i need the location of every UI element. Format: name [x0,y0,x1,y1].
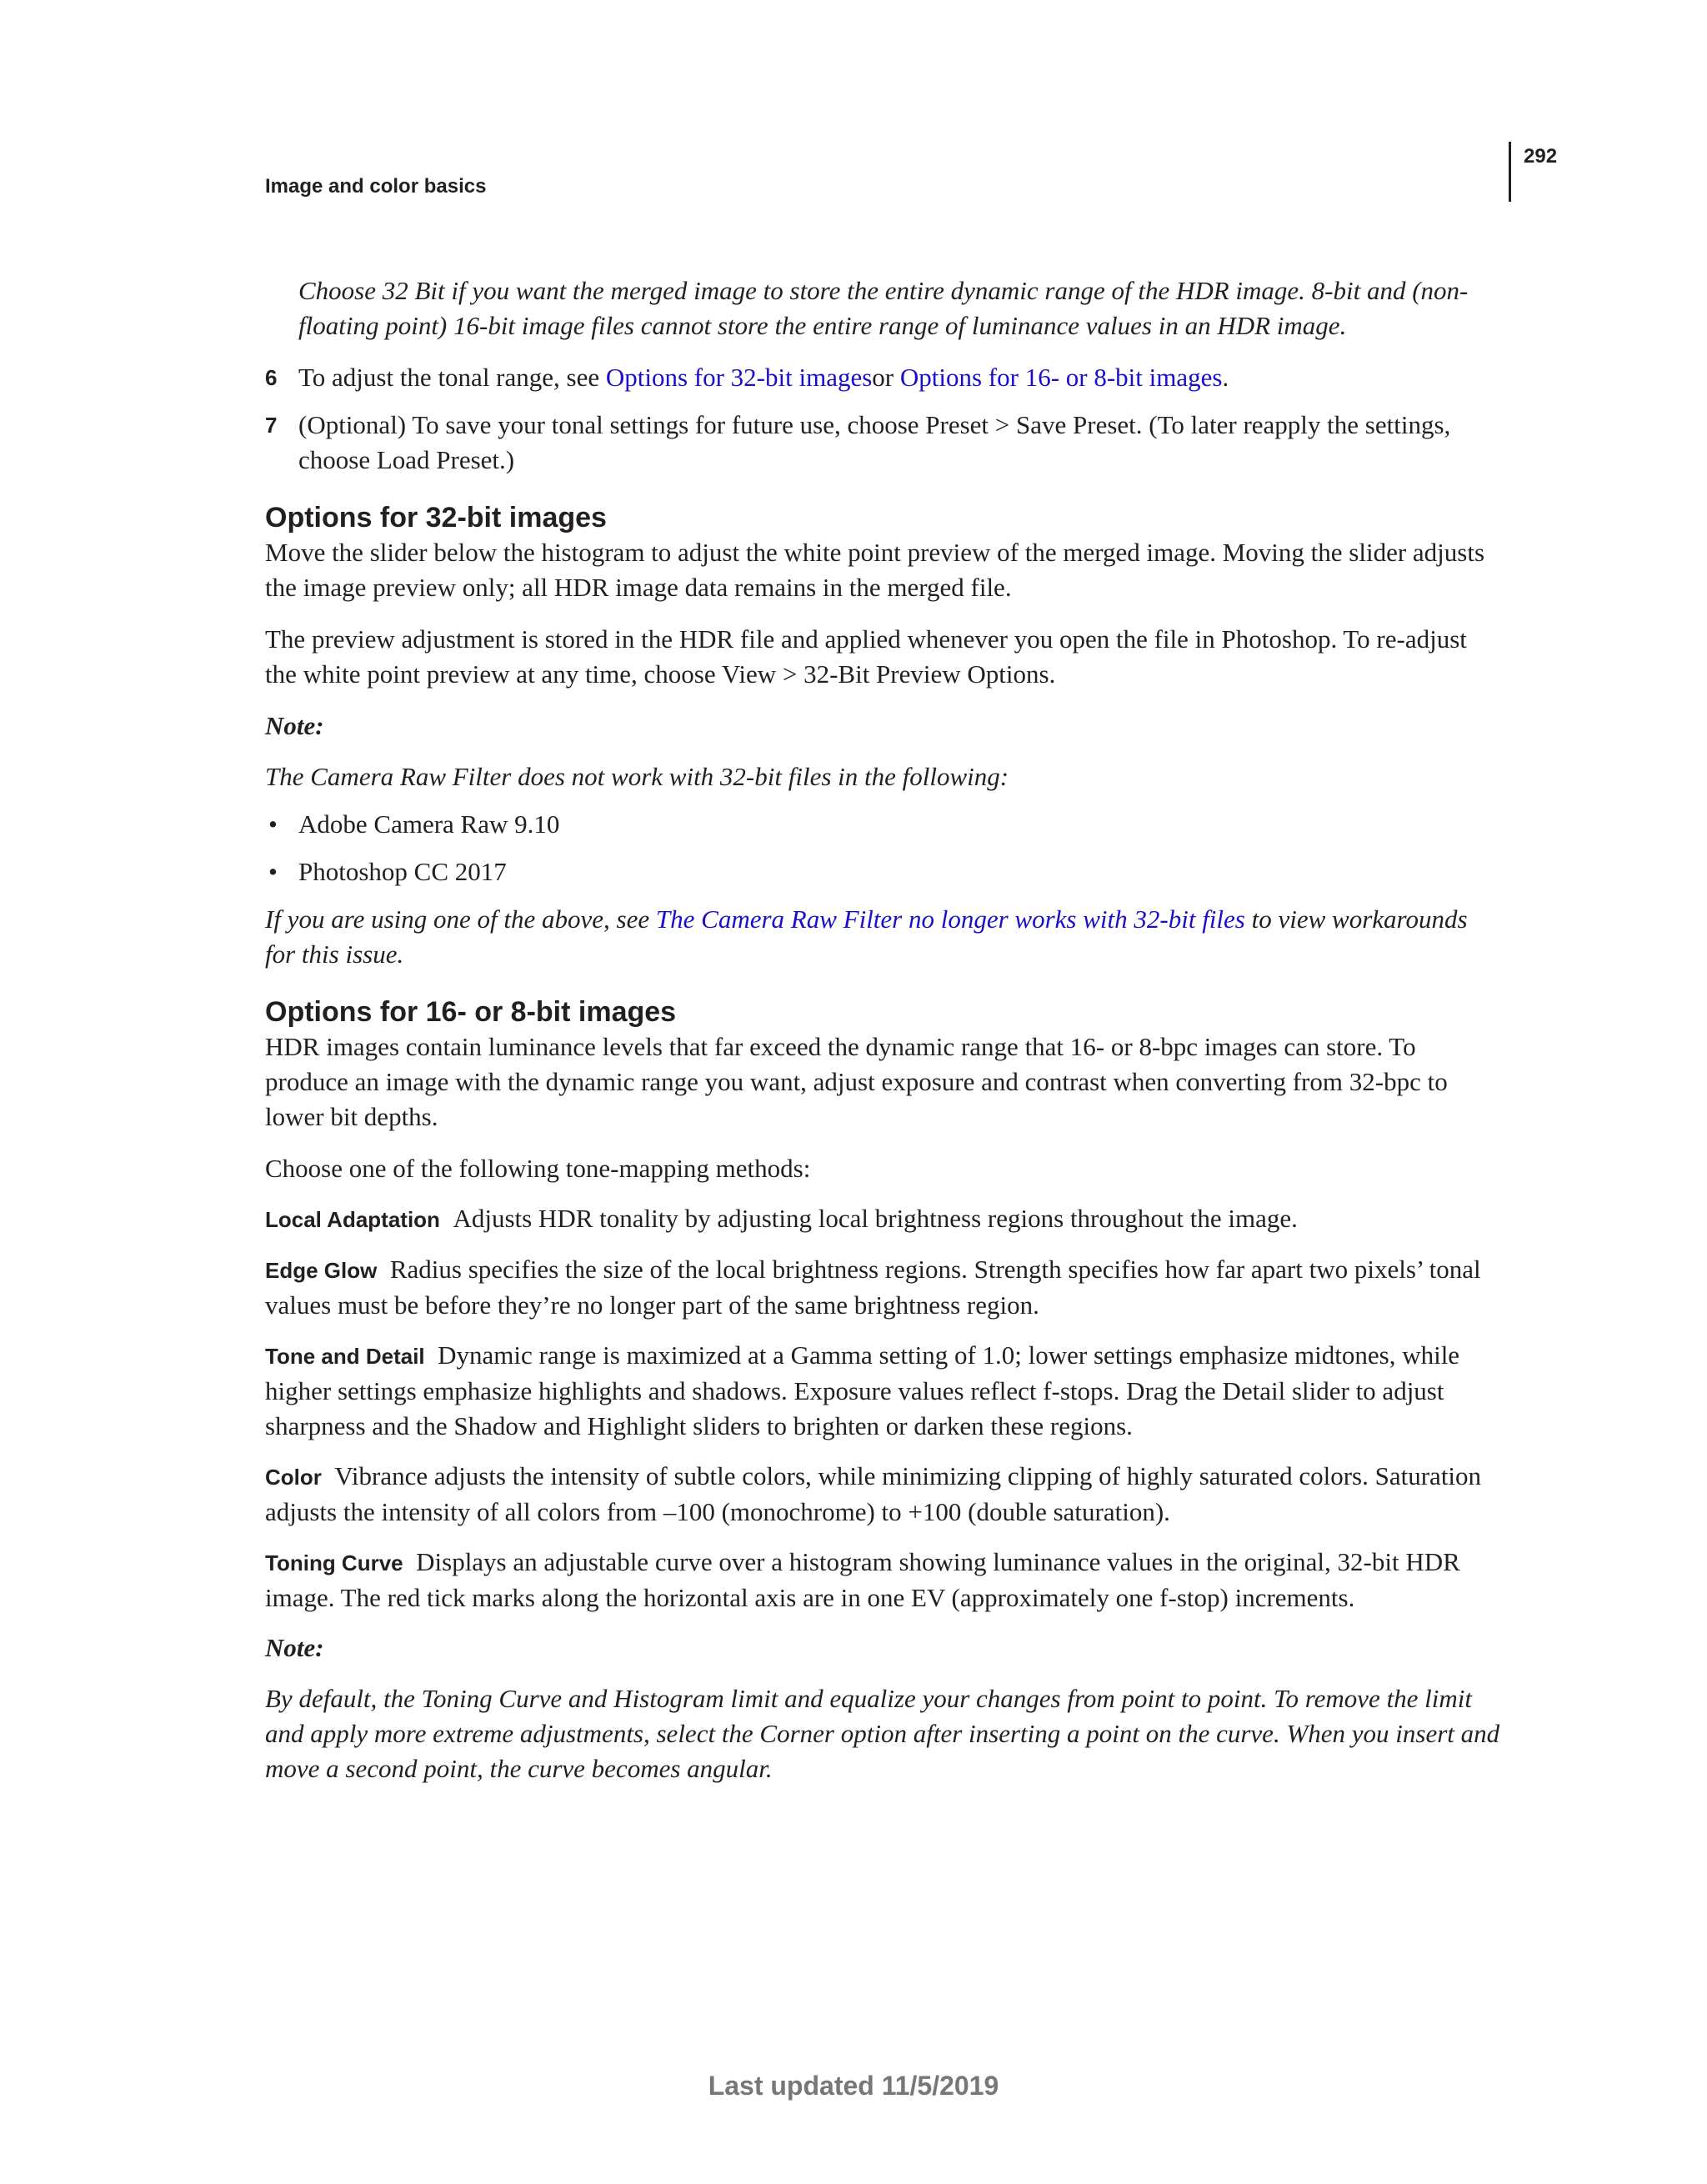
method-local-adaptation [265,1201,1502,1237]
method-term: Color [265,1465,322,1490]
paragraph: The preview adjustment is stored in the HDR file and applied whenever you open the file in Photoshop. To re-adjust the white point preview at any time, choose View > 32-Bit Preview Options. [265,624,1467,689]
link-options-32-bit[interactable]: Options for 32-bit images [605,363,873,392]
method-term: Tone and Detail [265,1344,425,1369]
heading-options-32-bit: Options for 32-bit images [265,502,607,533]
step-6 [265,360,1502,395]
method-description: Dynamic range is maximized at a Gamma setting of 1.0; lower settings emphasize midtones, while higher settings emphasize highlights and shadows. Exposure values reflect f-stops. Drag the Detail slider to adjust sharpness and the Shadow and Highlight sliders to brighten or darken these regions. [265,1340,1460,1440]
note-label: Note: [265,1633,324,1662]
step-number: 7 [265,413,278,438]
bit-depth-note: Choose 32 Bit if you want the merged image to store the entire dynamic range of the HDR image. 8-bit and (non-floating point) 16-bit image files cannot store the entire range of luminance values in an HDR image. [298,276,1469,340]
last-updated-footer: Last updated 11/5/2019 [708,2071,999,2101]
page-number: 292 [1524,145,1558,168]
step-text: . [1222,363,1229,392]
workaround-text-before: If you are using one of the above, see [265,904,656,934]
list-item [265,854,1502,889]
method-description: Displays an adjustable curve over a histogram showing luminance values in the original, 32-bit HDR image. The red tick marks along the horizontal axis are in one EV (approximately one f-stop) increments. [265,1547,1460,1612]
method-term: Local Adaptation [265,1207,440,1232]
method-edge-glow [265,1252,1502,1323]
running-head: Image and color basics [265,175,487,198]
method-description: Radius specifies the size of the local brightness regions. Strength specifies how far apart two pixels’ tonal values must be before they’re no longer part of the same brightness region. [265,1255,1481,1320]
method-color [265,1459,1502,1530]
workaround-text-after: to view workarounds for this issue. [265,904,1468,969]
method-term: Edge Glow [265,1258,378,1283]
step-text: (Optional) To save your tonal settings for future use, choose Preset > Save Preset. (To later reapply the settings, choose Load Preset.) [298,410,1451,474]
bullet-icon: • [268,809,278,839]
heading-options-16-8-bit: Options for 16- or 8-bit images [265,996,677,1028]
step-text: To adjust the tonal range, see [298,363,606,392]
header-rule [1509,142,1511,202]
link-options-16-8-bit[interactable]: Options for 16- or 8-bit images [899,363,1223,392]
link-camera-raw-filter[interactable]: The Camera Raw Filter no longer works with 32-bit files [655,904,1245,934]
list-item [265,807,1502,842]
note-label: Note: [265,711,324,740]
list-item-text: Adobe Camera Raw 9.10 [298,809,560,839]
paragraph: Choose one of the following tone-mapping methods: [265,1154,811,1183]
list-item-text: Photoshop CC 2017 [298,857,507,886]
paragraph: HDR images contain luminance levels that far exceed the dynamic range that 16- or 8-bpc images can store. To produce an image with the dynamic range you want, adjust exposure and contrast when converting from 32-bpc to lower bit depths. [265,1032,1448,1131]
step-number: 6 [265,365,278,390]
bullet-icon: • [268,857,278,886]
workaround-text [265,902,1502,972]
method-description: Vibrance adjusts the intensity of subtle colors, while minimizing clipping of highly saturated colors. Saturation adjusts the intensity of all colors from –100 (monochrome) to +100 (double saturation). [265,1461,1482,1526]
method-description: Adjusts HDR tonality by adjusting local brightness regions throughout the image. [453,1204,1298,1233]
paragraph: Move the slider below the histogram to adjust the white point preview of the merged image. Moving the slider adjusts the image preview only; all HDR image data remains in the merged file. [265,538,1485,602]
note-text: By default, the Toning Curve and Histogram limit and equalize your changes from point to point. To remove the limit and apply more extreme adjustments, select the Corner option after inserting a point on the curve. When you insert and move a second point, the curve becomes angular. [265,1684,1500,1783]
page-content [265,273,1502,1786]
method-toning-curve [265,1545,1502,1615]
method-tone-and-detail [265,1338,1502,1444]
method-term: Toning Curve [265,1550,403,1575]
step-text: or [872,363,900,392]
step-7 [265,408,1502,478]
note-text: The Camera Raw Filter does not work with 32-bit files in the following: [265,762,1009,791]
